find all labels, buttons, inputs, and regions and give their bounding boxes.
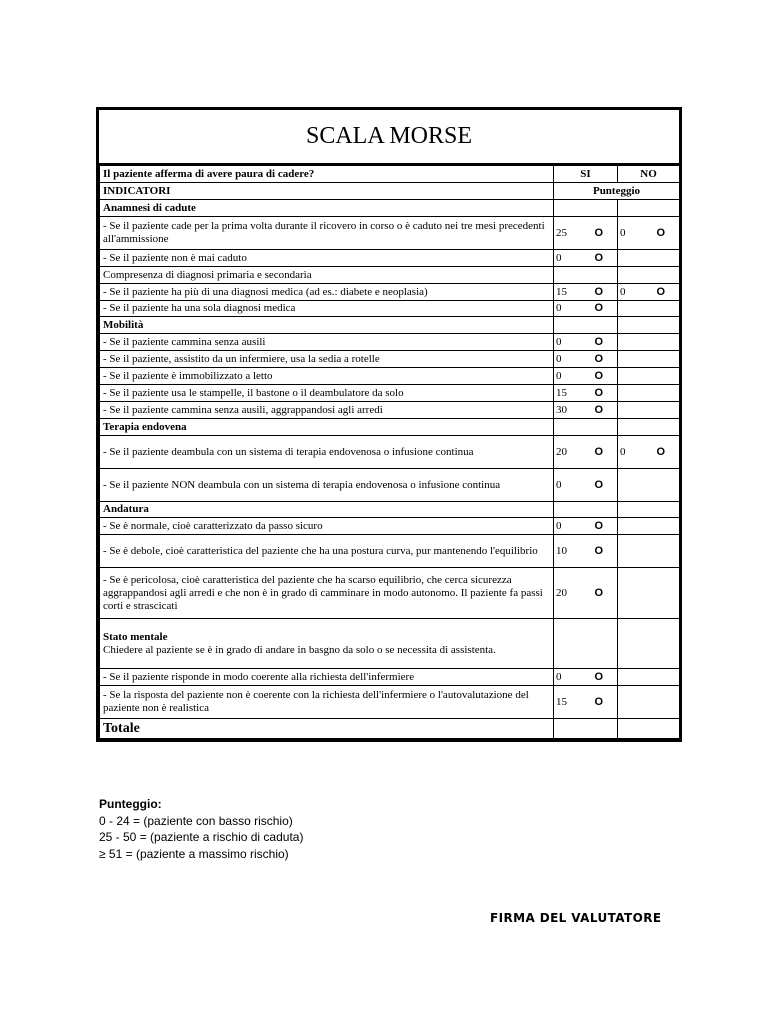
section-title: Terapia endovena <box>100 419 554 436</box>
score-header: Punteggio <box>554 183 680 200</box>
score-checkbox[interactable]: O <box>594 352 603 365</box>
score-value: 15 <box>556 285 567 298</box>
score-value: 0 <box>556 670 562 683</box>
score-checkbox[interactable]: O <box>656 285 665 298</box>
score-value: 25 <box>556 226 567 239</box>
item-row <box>100 334 680 351</box>
score-checkbox[interactable]: O <box>594 586 603 599</box>
item-description: - Se il paziente usa le stampelle, il bastone o il deambulatore da solo <box>100 385 554 402</box>
no-score-cell <box>618 518 680 535</box>
item-row <box>100 535 680 568</box>
total-row <box>100 719 680 739</box>
item-description: - Se il paziente è immobilizzato a letto <box>100 368 554 385</box>
item-description: - Se è debole, cioè caratteristica del paziente che ha una postura curva, pur mantenendo l'equilibrio <box>100 535 554 568</box>
score-checkbox[interactable]: O <box>594 695 603 708</box>
si-score-cell <box>554 217 618 250</box>
item-row <box>100 568 680 619</box>
si-score-cell <box>554 568 618 619</box>
no-score-cell <box>618 669 680 686</box>
si-score-cell <box>554 686 618 719</box>
legend-line: 0 - 24 = (paziente con basso rischio) <box>99 813 293 828</box>
si-score-cell <box>554 351 618 368</box>
score-value: 0 <box>556 478 562 491</box>
no-score-cell <box>618 284 680 301</box>
score-value: 0 <box>556 519 562 532</box>
indicators-header: INDICATORI <box>100 183 554 200</box>
score-checkbox[interactable]: O <box>594 519 603 532</box>
si-score-cell <box>554 317 618 334</box>
score-value: 10 <box>556 544 567 557</box>
score-checkbox[interactable]: O <box>594 670 603 683</box>
si-score-cell <box>554 436 618 469</box>
score-checkbox[interactable]: O <box>656 226 665 239</box>
score-value: 20 <box>556 445 567 458</box>
total-si-cell[interactable] <box>554 719 618 739</box>
si-score-cell <box>554 385 618 402</box>
item-description: - Se il paziente cammina senza ausili <box>100 334 554 351</box>
item-description: - Se il paziente deambula con un sistema di terapia endovenosa o infusione continua <box>100 436 554 469</box>
item-row <box>100 669 680 686</box>
item-row <box>100 250 680 267</box>
item-row <box>100 436 680 469</box>
item-row <box>100 619 680 669</box>
no-score-cell <box>618 568 680 619</box>
item-description: - Se il paziente cammina senza ausili, aggrappandosi agli arredi <box>100 402 554 419</box>
si-score-cell <box>554 419 618 436</box>
no-score-cell <box>618 200 680 217</box>
item-description: - Se il paziente risponde in modo coerente alla richiesta dell'infermiere <box>100 669 554 686</box>
si-score-cell <box>554 368 618 385</box>
item-row <box>100 385 680 402</box>
score-value: 0 <box>556 251 562 264</box>
score-checkbox[interactable]: O <box>594 544 603 557</box>
item-row <box>100 686 680 719</box>
si-score-cell <box>554 284 618 301</box>
item-description: - Se il paziente cade per la prima volta durante il ricovero in corso o è caduto nei tre mesi precedenti all'ammissione <box>100 217 554 250</box>
mental-state-cell <box>100 619 554 669</box>
score-checkbox[interactable]: O <box>594 335 603 348</box>
si-score-cell <box>554 619 618 669</box>
total-no-cell[interactable] <box>618 719 680 739</box>
item-row <box>100 301 680 317</box>
no-score-cell <box>618 267 680 284</box>
no-score-cell <box>618 385 680 402</box>
section-row <box>100 502 680 518</box>
score-value: 15 <box>556 386 567 399</box>
item-description: - Se è normale, cioè caratterizzato da passo sicuro <box>100 518 554 535</box>
item-description: - Se il paziente ha una sola diagnosi medica <box>100 301 554 317</box>
score-value: 0 <box>556 335 562 348</box>
item-description: Compresenza di diagnosi primaria e secondaria <box>100 267 554 284</box>
score-value: 0 <box>556 352 562 365</box>
no-score-cell <box>618 317 680 334</box>
score-checkbox[interactable]: O <box>594 226 603 239</box>
si-header: SI <box>554 166 618 183</box>
section-title: Anamnesi di cadute <box>100 200 554 217</box>
no-score-cell <box>618 419 680 436</box>
item-description: - Se il paziente, assistito da un infermiere, usa la sedia a rotelle <box>100 351 554 368</box>
no-header: NO <box>618 166 680 183</box>
no-score-cell <box>618 351 680 368</box>
item-description: - Se la risposta del paziente non è coerente con la richiesta dell'infermiere o l'autovalutazione del paziente non è realistica <box>100 686 554 719</box>
si-score-cell <box>554 267 618 284</box>
question-text: Il paziente afferma di avere paura di cadere? <box>100 166 554 183</box>
no-score-cell <box>618 502 680 518</box>
si-score-cell <box>554 535 618 568</box>
item-row <box>100 469 680 502</box>
score-value: 0 <box>620 445 626 458</box>
item-row <box>100 267 680 284</box>
item-description: - Se è pericolosa, cioè caratteristica del paziente che ha scarso equilibrio, che cerca sicurezza aggrappandosi agli arredi e che non è in grado di camminare in modo autonomo. Il paziente fa passi corti e strascicati <box>100 568 554 619</box>
no-score-cell <box>618 686 680 719</box>
si-score-cell <box>554 469 618 502</box>
indicators-header-row <box>100 183 680 200</box>
score-value: 15 <box>556 695 567 708</box>
score-checkbox[interactable]: O <box>594 251 603 264</box>
si-score-cell <box>554 301 618 317</box>
section-instructions: Chiedere al paziente se è in grado di andare in basgno da solo o se necessita di assistenta. <box>103 643 496 656</box>
section-title: Stato mentale <box>103 630 168 643</box>
legend-heading: Punteggio: <box>99 797 162 811</box>
item-row <box>100 351 680 368</box>
morse-scale-form <box>96 107 682 742</box>
score-value: 20 <box>556 586 567 599</box>
signature-label: FIRMA DEL VALUTATORE <box>490 911 662 925</box>
no-score-cell <box>618 619 680 669</box>
item-row <box>100 368 680 385</box>
legend-line: 25 - 50 = (paziente a rischio di caduta) <box>99 830 304 844</box>
legend-line: ≥ 51 = (paziente a massimo rischio) <box>99 846 289 861</box>
score-value: 0 <box>620 285 626 298</box>
item-row <box>100 284 680 301</box>
score-checkbox[interactable]: O <box>594 386 603 399</box>
total-label: Totale <box>100 719 554 739</box>
score-checkbox[interactable]: O <box>594 445 603 458</box>
score-checkbox[interactable]: O <box>594 403 603 416</box>
no-score-cell <box>618 368 680 385</box>
item-row <box>100 402 680 419</box>
section-title: Mobilità <box>100 317 554 334</box>
score-checkbox[interactable]: O <box>594 369 603 382</box>
form-title: SCALA MORSE <box>99 110 679 165</box>
si-score-cell <box>554 334 618 351</box>
no-score-cell <box>618 334 680 351</box>
score-checkbox[interactable]: O <box>594 302 603 314</box>
score-checkbox[interactable]: O <box>656 445 665 458</box>
no-score-cell <box>618 436 680 469</box>
section-row <box>100 419 680 436</box>
no-score-cell <box>618 535 680 568</box>
no-score-cell <box>618 402 680 419</box>
no-score-cell <box>618 469 680 502</box>
si-score-cell <box>554 502 618 518</box>
section-row <box>100 317 680 334</box>
no-score-cell <box>618 217 680 250</box>
score-value: 30 <box>556 403 567 416</box>
item-description: - Se il paziente NON deambula con un sistema di terapia endovenosa o infusione continua <box>100 469 554 502</box>
si-score-cell <box>554 250 618 267</box>
si-score-cell <box>554 518 618 535</box>
score-value: 0 <box>556 302 562 314</box>
si-score-cell <box>554 402 618 419</box>
no-score-cell <box>618 301 680 317</box>
item-row <box>100 518 680 535</box>
section-row <box>100 200 680 217</box>
no-score-cell <box>618 250 680 267</box>
item-row <box>100 217 680 250</box>
item-description: - Se il paziente non è mai caduto <box>100 250 554 267</box>
si-score-cell <box>554 669 618 686</box>
morse-table <box>99 165 680 739</box>
score-value: 0 <box>620 226 626 239</box>
score-legend <box>99 796 303 862</box>
section-title: Andatura <box>100 502 554 518</box>
score-value: 0 <box>556 369 562 382</box>
score-checkbox[interactable]: O <box>594 285 603 298</box>
score-checkbox[interactable]: O <box>594 478 603 491</box>
si-score-cell <box>554 200 618 217</box>
question-row <box>100 166 680 183</box>
item-description: - Se il paziente ha più di una diagnosi medica (ad es.: diabete e neoplasia) <box>100 284 554 301</box>
